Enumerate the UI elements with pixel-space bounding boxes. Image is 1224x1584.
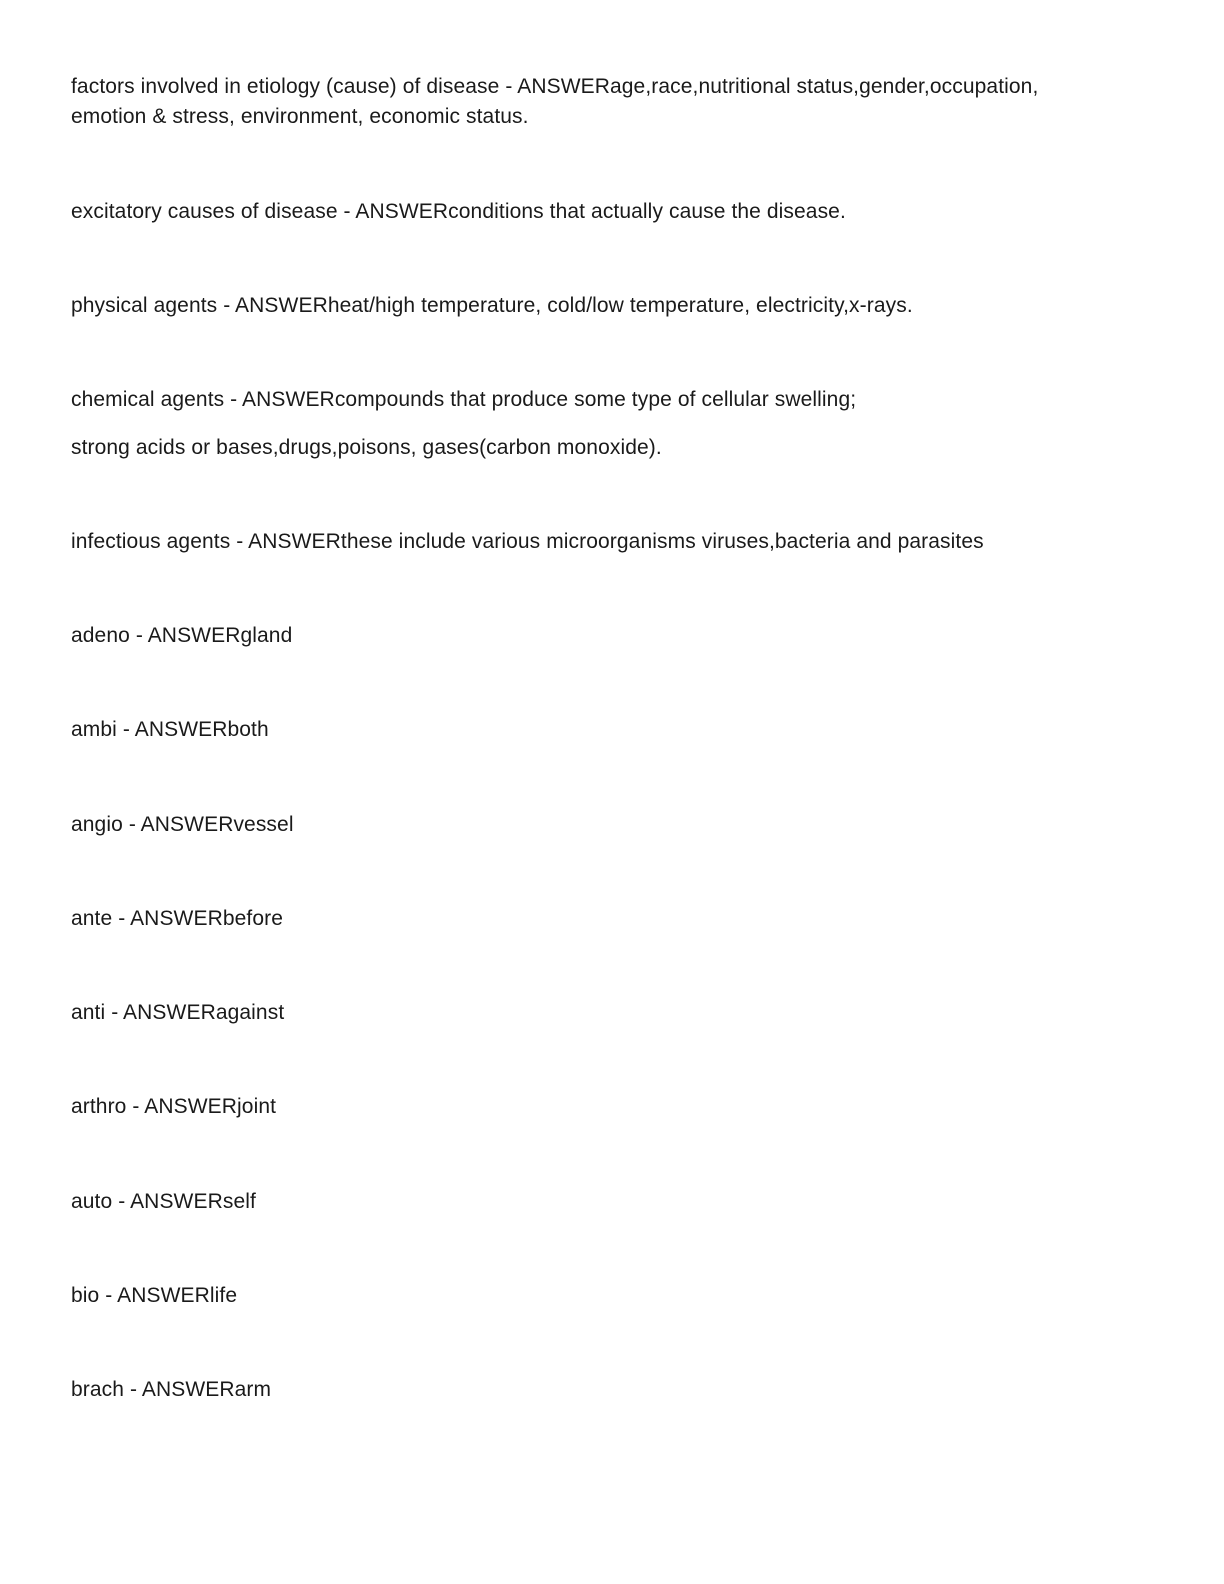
entry-brach: brach - ANSWERarm	[71, 1378, 272, 1401]
entry-physical-agents: physical agents - ANSWERheat/high temperature, cold/low temperature, electricity,x-rays.	[71, 294, 913, 317]
entry-chemical-agents-line-2: strong acids or bases,drugs,poisons, gases(carbon monoxide).	[71, 436, 662, 459]
entry-etiology-factors-line-2: emotion & stress, environment, economic status.	[71, 105, 529, 128]
entry-ante: ante - ANSWERbefore	[71, 907, 283, 930]
entry-infectious-agents: infectious agents - ANSWERthese include various microorganisms viruses,bacteria and parasites	[71, 530, 984, 553]
entry-etiology-factors-line-1: factors involved in etiology (cause) of disease - ANSWERage,race,nutritional status,gender,occupation,	[71, 75, 1039, 98]
entry-ambi: ambi - ANSWERboth	[71, 718, 269, 741]
entry-angio: angio - ANSWERvessel	[71, 813, 294, 836]
entry-adeno: adeno - ANSWERgland	[71, 624, 293, 647]
entry-anti: anti - ANSWERagainst	[71, 1001, 285, 1024]
entry-bio: bio - ANSWERlife	[71, 1284, 238, 1307]
entry-auto: auto - ANSWERself	[71, 1190, 256, 1213]
entry-arthro: arthro - ANSWERjoint	[71, 1095, 277, 1118]
entry-chemical-agents-line-1: chemical agents - ANSWERcompounds that produce some type of cellular swelling;	[71, 388, 857, 411]
entry-excitatory-causes: excitatory causes of disease - ANSWERconditions that actually cause the disease.	[71, 200, 846, 223]
